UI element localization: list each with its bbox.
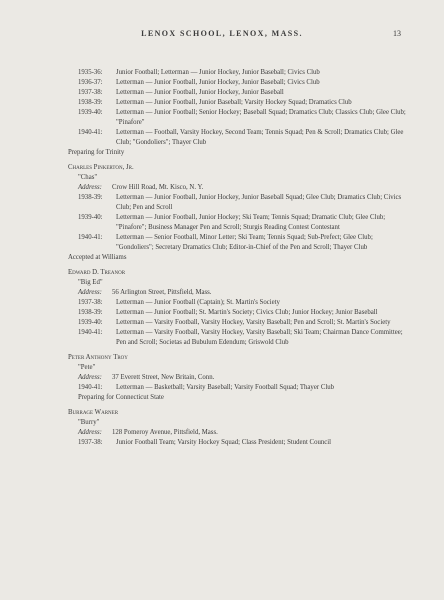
record-entry bbox=[68, 308, 408, 318]
page-content bbox=[68, 68, 408, 448]
student-entry bbox=[68, 268, 408, 348]
record-text: Letterman — Varsity Football, Varsity Hockey, Varsity Baseball; Pen and Scroll; St. Martin's Society bbox=[116, 319, 391, 326]
address-text: 37 Everett Street, New Britain, Conn. bbox=[112, 374, 215, 381]
record-text: Letterman — Junior Football (Captain); St. Martin's Society bbox=[116, 299, 280, 306]
record-text: Letterman — Junior Football; Senior Hockey; Baseball Squad; Dramatics Club; Classics Club; Glee Club; "Pinafore" bbox=[116, 109, 406, 126]
student-name: Burrage Warner bbox=[68, 409, 119, 416]
record-text: Letterman — Junior Football, Junior Hockey; Ski Team; Tennis Squad; Dramatic Club; Glee Club; "Pinafore"; Business Manager Pen and Scroll; Sturgis Reading Contest Contestant bbox=[116, 214, 386, 231]
record-entry bbox=[78, 98, 408, 108]
student-entry bbox=[68, 353, 408, 403]
student-nickname: "Pete" bbox=[78, 364, 96, 371]
record-text: Letterman — Senior Football, Minor Letter; Ski Team; Tennis Squad; Sub-Prefect; Glee Club; "Gondoliers"; Secretary Dramatics Club; Editor-in-Chief of the Pen and Scroll; Thayer Club bbox=[116, 234, 373, 251]
record-entry bbox=[68, 383, 408, 393]
student-entry bbox=[68, 408, 408, 448]
record-entry bbox=[68, 233, 408, 253]
record-year: 1938-39: bbox=[78, 309, 103, 316]
record-entry bbox=[68, 193, 408, 213]
student-entry bbox=[68, 163, 408, 263]
record-entry bbox=[68, 298, 408, 308]
record-year: 1940-41: bbox=[78, 234, 103, 241]
record-year: 1940-41: bbox=[78, 129, 103, 136]
address-label: Address: bbox=[78, 184, 102, 191]
record-year: 1936-37: bbox=[78, 79, 103, 86]
record-year: 1939-40: bbox=[78, 319, 103, 326]
record-entry bbox=[78, 128, 408, 148]
student-nickname: "Chas" bbox=[78, 174, 98, 181]
record-year: 1938-39: bbox=[78, 99, 103, 106]
record-entry bbox=[78, 88, 408, 98]
record-text: Letterman — Junior Football, Junior Hockey, Junior Baseball bbox=[116, 89, 284, 96]
address-text: 56 Arlington Street, Pittsfield, Mass. bbox=[112, 289, 212, 296]
student-nickname: "Burry" bbox=[78, 419, 100, 426]
record-text: Letterman — Football, Varsity Hockey, Second Team; Tennis Squad; Pen & Scroll; Dramatics Club; Glee Club; "Gondoliers"; Thayer Club bbox=[116, 129, 404, 146]
record-year: 1937-38: bbox=[78, 299, 103, 306]
student-address bbox=[68, 373, 408, 383]
address-label: Address: bbox=[78, 429, 102, 436]
address-text: 128 Pomeroy Avenue, Pittsfield, Mass. bbox=[112, 429, 218, 436]
student-note: Accepted at Williams bbox=[68, 254, 127, 261]
running-header: LENOX SCHOOL, LENOX, MASS. bbox=[141, 29, 303, 38]
continued-records bbox=[68, 68, 408, 148]
record-text: Letterman — Varsity Football, Varsity Hockey, Varsity Baseball; Ski Team; Chairman Dance Committee; Pen and Scroll; Societas ad Bubulum Edendum; Griswold Club bbox=[116, 329, 403, 346]
page-number: 13 bbox=[393, 29, 401, 38]
address-label: Address: bbox=[78, 374, 102, 381]
record-year: 1935-36: bbox=[78, 69, 103, 76]
record-entry bbox=[68, 213, 408, 233]
record-entry bbox=[68, 328, 408, 348]
address-text: Crow Hill Road, Mt. Kisco, N. Y. bbox=[112, 184, 204, 191]
record-year: 1937-38: bbox=[78, 439, 103, 446]
record-year: 1939-40: bbox=[78, 214, 103, 221]
record-text: Letterman — Junior Football, Junior Hockey, Junior Baseball; Civics Club bbox=[116, 79, 320, 86]
address-label: Address: bbox=[78, 289, 102, 296]
student-name: Peter Anthony Troy bbox=[68, 354, 128, 361]
record-text: Letterman — Junior Football; St. Martin's Society; Civics Club; Junior Hockey; Junior Baseball bbox=[116, 309, 378, 316]
continued-note: Preparing for Trinity bbox=[68, 149, 125, 156]
record-entry bbox=[68, 438, 408, 448]
record-text: Junior Football; Letterman — Junior Hockey, Junior Baseball; Civics Club bbox=[116, 69, 320, 76]
record-year: 1939-40: bbox=[78, 109, 103, 116]
record-text: Junior Football Team; Varsity Hockey Squad; Class President; Student Council bbox=[116, 439, 332, 446]
record-year: 1940-41: bbox=[78, 329, 103, 336]
record-text: Letterman — Junior Football, Junior Hockey, Junior Baseball Squad; Glee Club; Dramatics Club; Civics Club; Pen and Scroll bbox=[116, 194, 402, 211]
student-name: Charles Pinkerton, Jr. bbox=[68, 164, 134, 171]
record-entry bbox=[68, 318, 408, 328]
record-year: 1937-38: bbox=[78, 89, 103, 96]
record-year: 1938-39: bbox=[78, 194, 103, 201]
record-entry bbox=[78, 78, 408, 88]
record-year: 1940-41: bbox=[78, 384, 103, 391]
student-note: Preparing for Connecticut State bbox=[78, 394, 164, 401]
record-text: Letterman — Basketball; Varsity Baseball; Varsity Football Squad; Thayer Club bbox=[116, 384, 335, 391]
student-name: Edward D. Treanor bbox=[68, 269, 126, 276]
student-address bbox=[68, 428, 408, 438]
student-nickname: "Big Ed" bbox=[78, 279, 103, 286]
record-entry bbox=[78, 108, 408, 128]
record-entry bbox=[78, 68, 408, 78]
record-text: Letterman — Junior Football, Junior Baseball; Varsity Hockey Squad; Dramatics Club bbox=[116, 99, 352, 106]
student-address bbox=[68, 183, 408, 193]
student-address bbox=[68, 288, 408, 298]
